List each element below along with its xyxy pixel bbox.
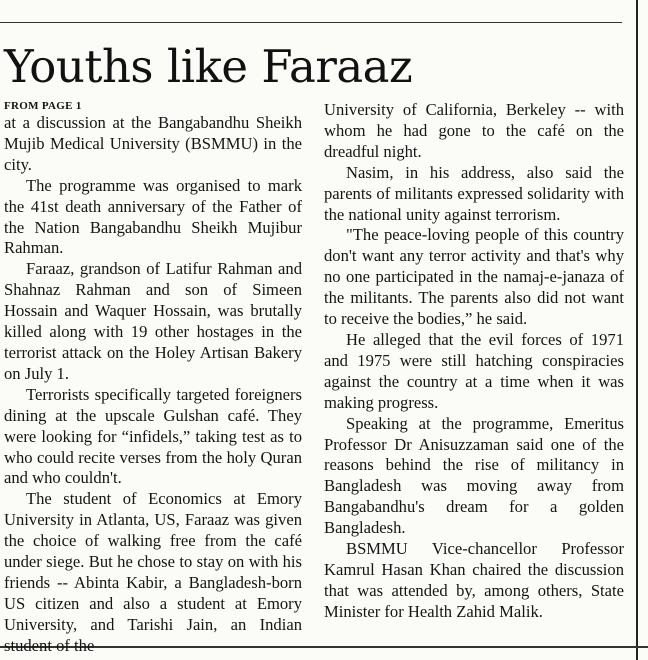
paragraph: The student of Economics at Emory University in Atlanta, US, Faraaz was given the choice of walking free from the café under siege. But he chose to stay on with his friends -- Abinta Kabir, a Bangladesh-born US citizen and also a student at Emory University, and Tarishi Jain, an Indian student of the bbox=[4, 489, 302, 655]
paragraph: The programme was organised to mark the 41st death anniversary of the Father of the Nation Bangabandhu Sheikh Mujibur Rahman. bbox=[4, 175, 302, 258]
paragraph: Faraaz, grandson of Latifur Rahman and Shahnaz Rahman and son of Simeen Hossain and Waquer Hossain, was brutally killed along with 19 other hostages in the terrorist attack on the Holey Artisan Bakery on July 1. bbox=[4, 259, 302, 383]
paragraph: at a discussion at the Bangabandhu Sheikh Mujib Medical University (BSMMU) in the city. bbox=[4, 113, 302, 174]
left-column bbox=[4, 97, 302, 657]
column-border bbox=[636, 0, 638, 660]
paragraph: Terrorists specifically targeted foreigners dining at the upscale Gulshan café. They were looking for “infidels,” taking test as to who could recite verses from the holy Quran and who couldn't. bbox=[4, 384, 302, 488]
paragraph: Nasim, in his address, also said the parents of militants expressed solidarity with the national unity against terrorism. bbox=[324, 162, 624, 224]
paragraph: Speaking at the programme, Emeritus Professor Dr Anisuzzaman said one of the reasons behind the rise of militancy in Bangladesh was moving away from Bangabandhu's dream for a golden Bangladesh. bbox=[324, 413, 624, 538]
paragraph: "The peace-loving people of this country don't want any terror activity and that's why no one participated in the namaj-e-janaza of the militants. The parents also did not want to receive the bodies,” he said. bbox=[324, 225, 624, 329]
article-headline: Youths like Faraaz bbox=[4, 40, 413, 93]
cropped-previous-text bbox=[30, 0, 620, 5]
right-column bbox=[324, 100, 624, 623]
paragraph: BSMMU Vice-chancellor Professor Kamrul Hasan Khan chaired the discussion that was attended by, among others, State Minister for Health Zahid Malik. bbox=[324, 539, 624, 621]
section-divider bbox=[0, 22, 622, 23]
jump-kicker: FROM PAGE 1 bbox=[4, 100, 82, 112]
paragraph: University of California, Berkeley -- with whom he had gone to the café on the dreadful night. bbox=[324, 100, 624, 161]
paragraph: He alleged that the evil forces of 1971 and 1975 were still hatching conspiracies against the country at a time when it was making progress. bbox=[324, 329, 624, 412]
